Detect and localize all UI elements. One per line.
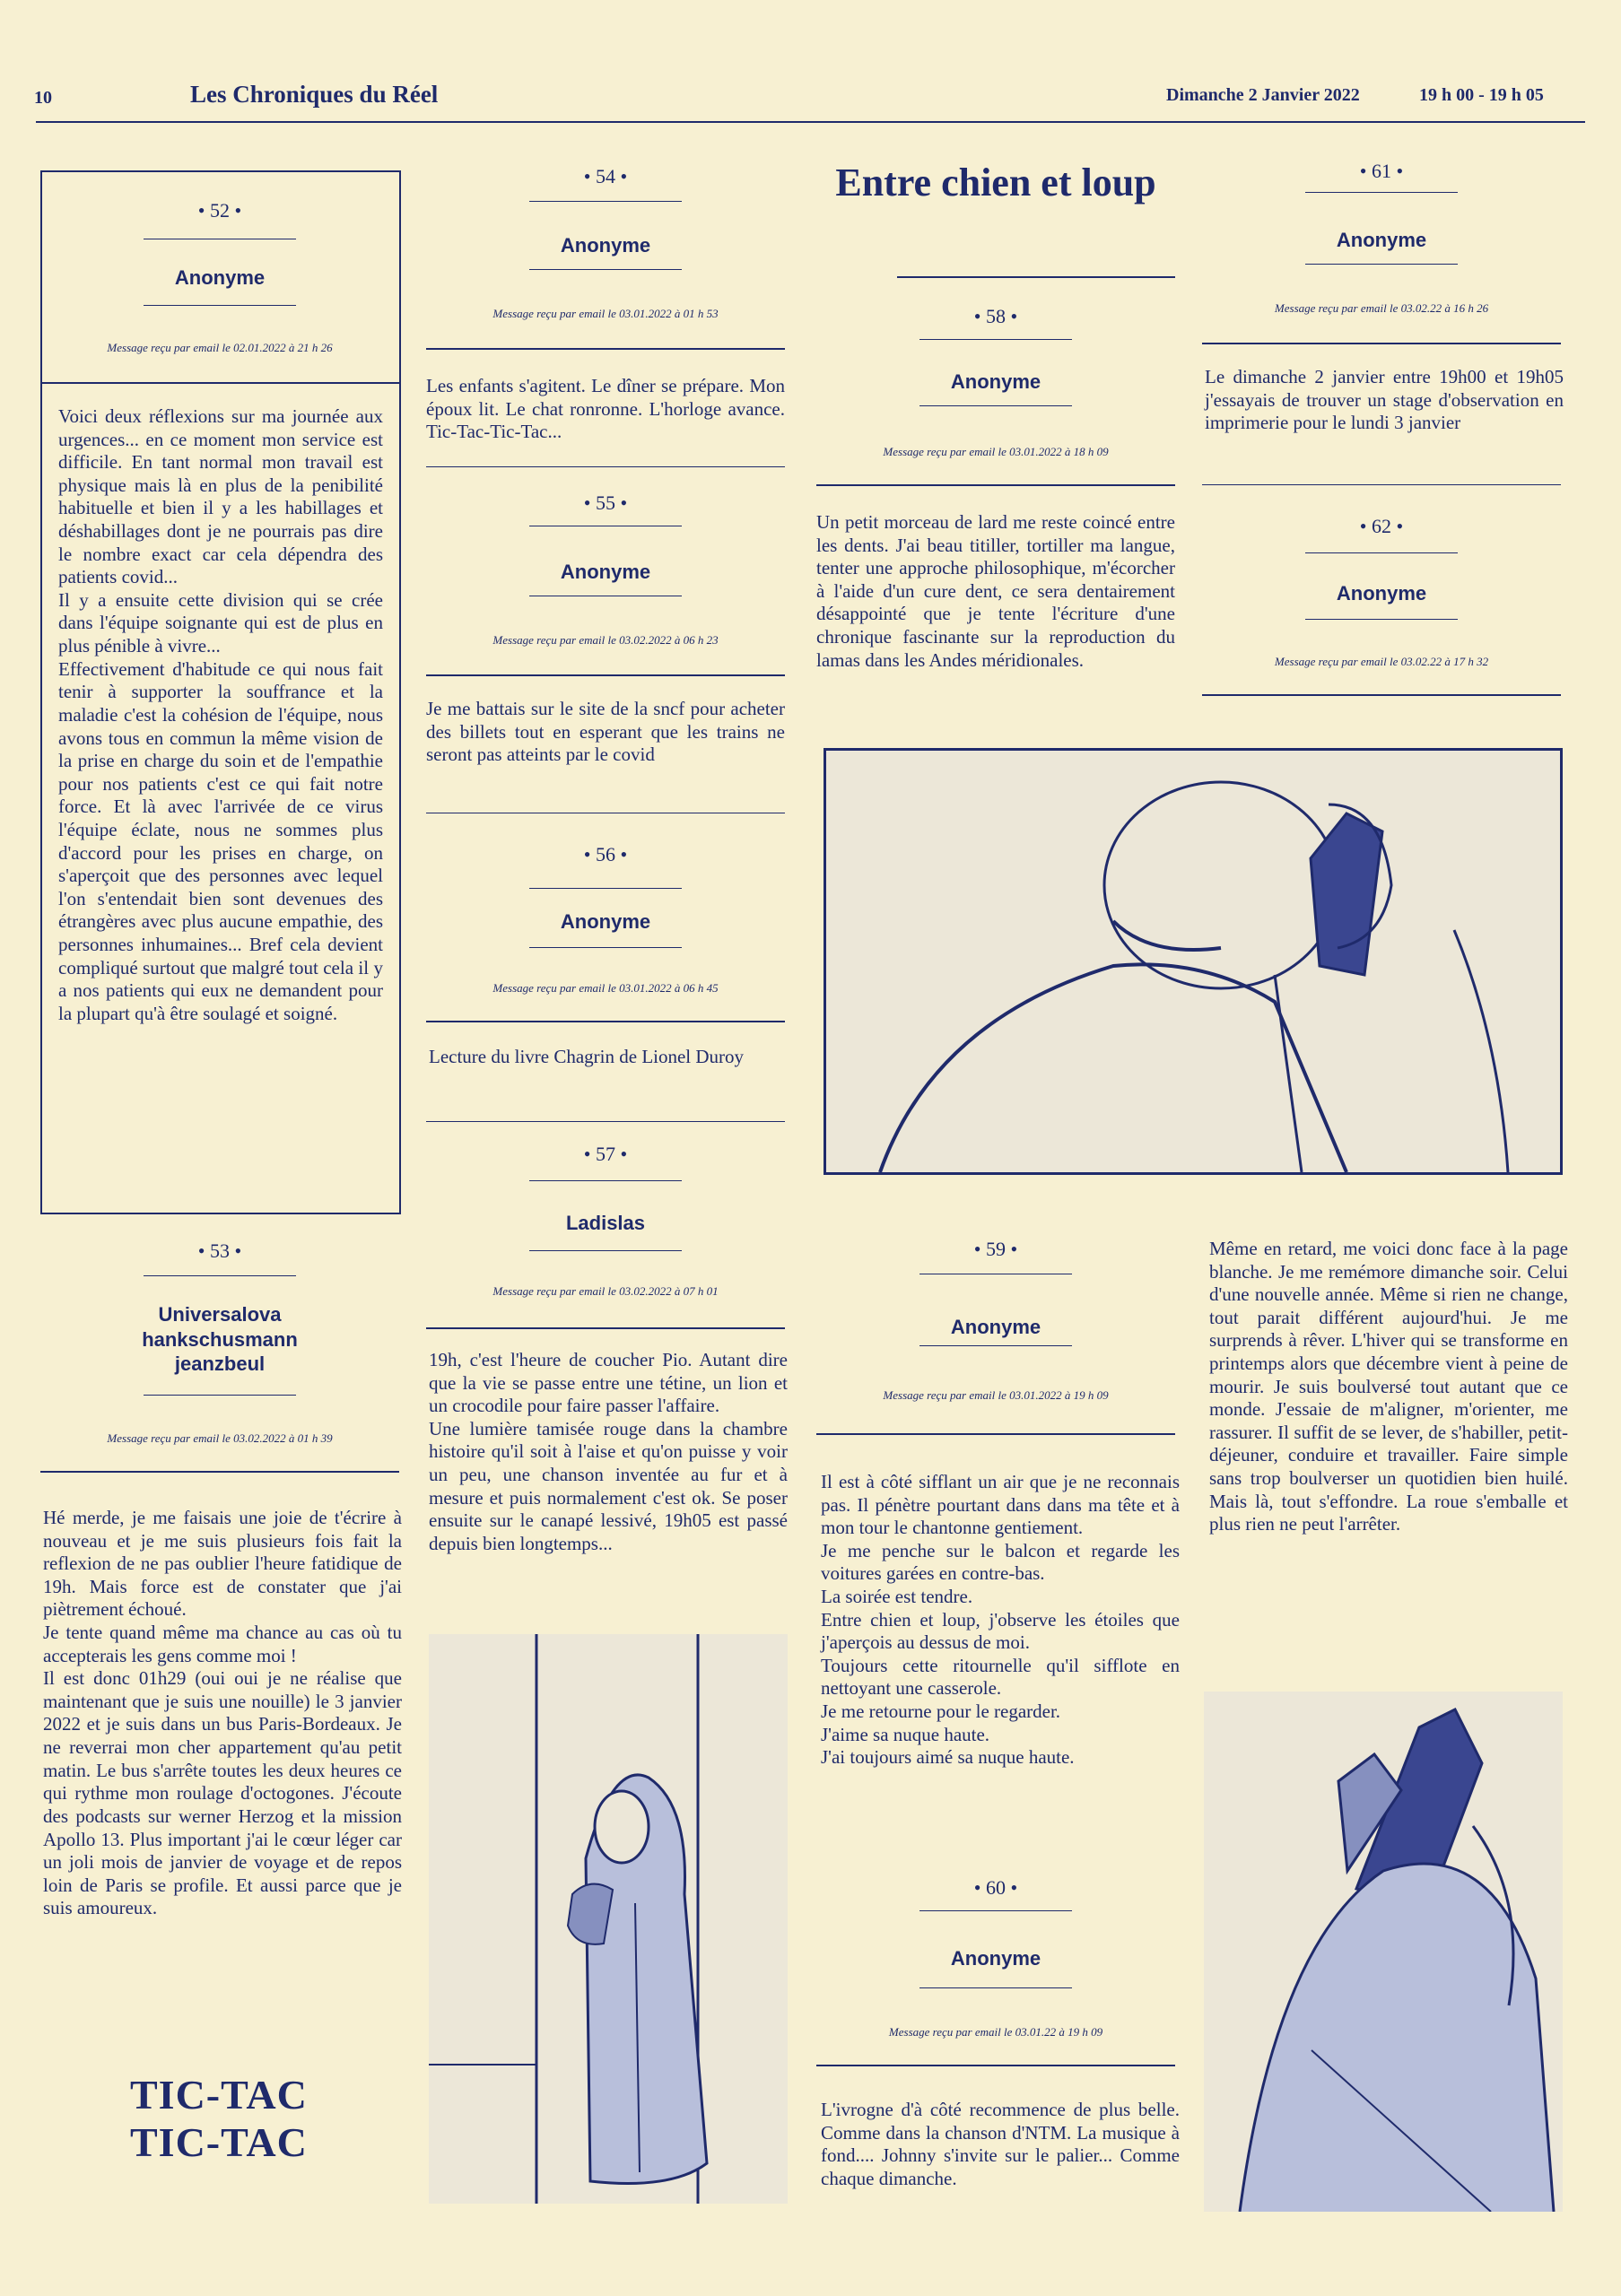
entry-meta: Message reçu par email le 03.02.2022 à 06 h 23 (492, 633, 719, 647)
entry-number: • 59 • (973, 1238, 1018, 1260)
entry-text: Je me battais sur le site de la sncf pour acheter des billets tout en esperant que les trains ne seront pas atteints par le covid (426, 698, 785, 766)
entry-meta: Message reçu par email le 03.01.2022 à 06 h 45 (492, 981, 719, 995)
entry-number: • 61 • (1359, 160, 1404, 182)
entry-author: Anonyme (1336, 582, 1427, 604)
entry-number: • 53 • (197, 1239, 242, 1262)
entry-text: Il est à côté sifflant un air que je ne reconnais pas. Il pénètre pourtant dans dans ma tête et à mon tour le chantonne gentiement. Je me penche sur le balcon et regarde les voitures garées en contre-bas. La soirée est tendre. Entre chien et loup, j'observe les étoiles que j'aperçois au dessus de moi. Toujours cette ritournelle qu'il sifflote en nettoyant une casserole. Je me retourne pour le regarder. J'aime sa nuque haute. J'ai toujours aimé sa nuque haute. (821, 1471, 1180, 1769)
entry-meta: Message reçu par email le 03.02.22 à 17 h 32 (1274, 655, 1489, 668)
entry-author: Anonyme (560, 910, 651, 933)
entry-text: Les enfants s'agitent. Le dîner se prépare. Mon époux lit. Le chat ronronne. L'horloge avance. Tic-Tac-Tic-Tac... (426, 375, 785, 443)
entry-number: • 60 • (973, 1876, 1018, 1899)
entry-number: • 62 • (1359, 515, 1404, 537)
entry-author: Anonyme (950, 370, 1041, 393)
entry-text: Voici deux réflexions sur ma journée aux urgences... en ce moment mon service est difficile. En tant normal mon travail est physique mais là en plus de la penibilité habituelle et bien il y a les habillages et déshabillages dont je ne pourrais pas dire le nombre exact car cela dépendra des patients covid... Il y a ensuite cette division qui se crée dans l'équipe soignante qui est de plus en plus pénible à vivre... Effectivement d'habitude ce qui nous fait tenir à supporter la souffrance et la maladie c'est la cohésion de l'équipe, nous avons tous en commun la même vision de la prise en charge du soin et de l'empathie pour nos patients c'est ce qui fait notre force. Et là avec l'arrivée de ce virus l'équipe éclate, nous ne sommes plus d'accord pour les prises en charge, on s'aperçoit que des personnes avec lequel l'on s'entendait bien sont devenues des étrangères avec plus aucune empathie, des personnes inhumaines... Bref cela devient compliqué surtout que malgré tout cela il y a nos patients qui eux ne demandent pour la plupart qu'à être soulagé et soigné. (58, 405, 383, 1024)
entry-meta: Message reçu par email le 03.01.22 à 19 h 09 (888, 2025, 1103, 2039)
entry-number: • 58 • (973, 305, 1018, 327)
tictac-line: TIC-TAC (130, 2072, 308, 2118)
entry-text: Même en retard, me voici donc face à la page blanche. Je me remémore dimanche soir. Celui d'une nouvelle année. Même si rien ne change, tout parait différent aujourd'hui. Je me surprends à rêver. L'hiver qui se transforme en printemps alors que décembre vient à peine de mourir. Je suis boulversé tout autant que ce monde. J'essaie de m'aligner, m'orienter, me rassurer. Il suffit de se lever, de s'habiller, petit-déjeuner, conduire et travailler. Faire simple sans trop boulverser un quotidien bien huilé. Mais là, tout s'effondre. La roue s'emballe et plus rien ne peut l'arrêter. (1209, 1238, 1568, 1535)
entry-text: Un petit morceau de lard me reste coincé entre les dents. J'ai beau titiller, tortiller ma langue, tenter une approche philosophique, m'écorcher à l'aide d'un cure dent, ce sera dentairement désappointé que je tente l'écriture d'une chronique fascinante sur la reproduction du lamas dans les Andes méridionales. (816, 511, 1175, 671)
illustration-veiled-woman (429, 1634, 788, 2204)
entry-text: Le dimanche 2 janvier entre 19h00 et 19h05 j'essayais de trouver un stage d'observation en imprimerie pour le lundi 3 janvier (1205, 366, 1564, 434)
entry-number: • 56 • (583, 843, 628, 865)
entry-number: • 55 • (583, 491, 628, 514)
entry-number: • 52 • (197, 199, 242, 222)
entry-number: • 54 • (583, 165, 628, 187)
page-number: 10 (34, 88, 52, 108)
entry-author: Anonyme (950, 1316, 1041, 1338)
entry-author: Anonyme (174, 266, 266, 289)
illustration-man-phone (824, 748, 1563, 1175)
article-title: Entre chien et loup (835, 161, 1156, 204)
veiled-woman-drawing (429, 1634, 788, 2204)
entry-author: Universalova hankschusmann jeanzbeul (142, 1303, 298, 1375)
entry-meta: Message reçu par email le 03.01.2022 à 01 h 53 (492, 307, 719, 320)
entry-text: L'ivrogne d'à côté recommence de plus belle. Comme dans la chanson d'NTM. La musique à fond.... Johnny s'invite sur le palier... Comme chaque dimanche. (821, 2099, 1180, 2189)
entry-meta: Message reçu par email le 03.02.2022 à 01 h 39 (107, 1431, 333, 1445)
entry-author: Ladislas (565, 1212, 646, 1234)
publication-title: Les Chroniques du Réel (190, 81, 439, 108)
entry-author: Anonyme (950, 1947, 1041, 1970)
issue-date: Dimanche 2 Janvier 2022 (1166, 85, 1360, 105)
tictac-line: TIC-TAC (130, 2118, 308, 2165)
entry-meta: Message reçu par email le 02.01.2022 à 21 h 26 (107, 341, 333, 354)
entry-author: Anonyme (560, 234, 651, 257)
entry-meta: Message reçu par email le 03.01.2022 à 18 h 09 (883, 445, 1109, 458)
man-on-phone-drawing (826, 751, 1560, 1172)
time-slot: 19 h 00 - 19 h 05 (1419, 85, 1544, 105)
header-rule (36, 121, 1585, 123)
falling-man-drawing (1204, 1692, 1563, 2212)
entry-author: Anonyme (1336, 229, 1427, 251)
entry-text: Hé merde, je me faisais une joie de t'écrire à nouveau et je me suis plusieurs fois fait la reflexion de ne pas oublier l'heure fatidique de 19h. Mais force est de constater que j'ai piètrement échoué. Je tente quand même ma chance au cas où tu accepterais les gens comme moi ! Il est donc 01h29 (oui oui je ne réalise que maintenant que je suis une nouille) le 3 janvier 2022 et je suis dans un bus Paris-Bordeaux. Je ne reverrai mon cher appartement qu'au petit matin. Le bus s'arrête toutes les deux heures ce qui rythme mon roulage d'octogones. J'écoute des podcasts sur werner Herzog et la mission Apollo 13. Plus important j'ai le cœur léger car un joli mois de janvier de voyage et de repos loin de Paris se profile. Et aussi parce que je suis amoureux. (43, 1507, 402, 1919)
illustration-falling-man (1204, 1692, 1563, 2212)
entry-text: Lecture du livre Chagrin de Lionel Duroy (429, 1046, 745, 1067)
entry-author: Anonyme (560, 561, 651, 583)
entry-meta: Message reçu par email le 03.02.22 à 16 h 26 (1274, 301, 1489, 315)
entry-meta: Message reçu par email le 03.02.2022 à 07 h 01 (492, 1284, 719, 1298)
entry-meta: Message reçu par email le 03.01.2022 à 19 h 09 (883, 1388, 1109, 1402)
entry-text: 19h, c'est l'heure de coucher Pio. Autant dire que la vie se passe entre une tétine, un lion et un crocodile pour faire passer l'affaire. Une lumière tamisée rouge dans la chambre histoire qu'il soit à l'aise et qu'on puisse y voir un peu, une chanson inventée au fur et à mesure et puis normalement c'est ok. Se poser ensuite sur le canapé lessivé, 19h05 est passé depuis bien longtemps... (429, 1349, 788, 1554)
tictac-heading (130, 2072, 308, 2167)
entry-number: • 57 • (583, 1143, 628, 1165)
